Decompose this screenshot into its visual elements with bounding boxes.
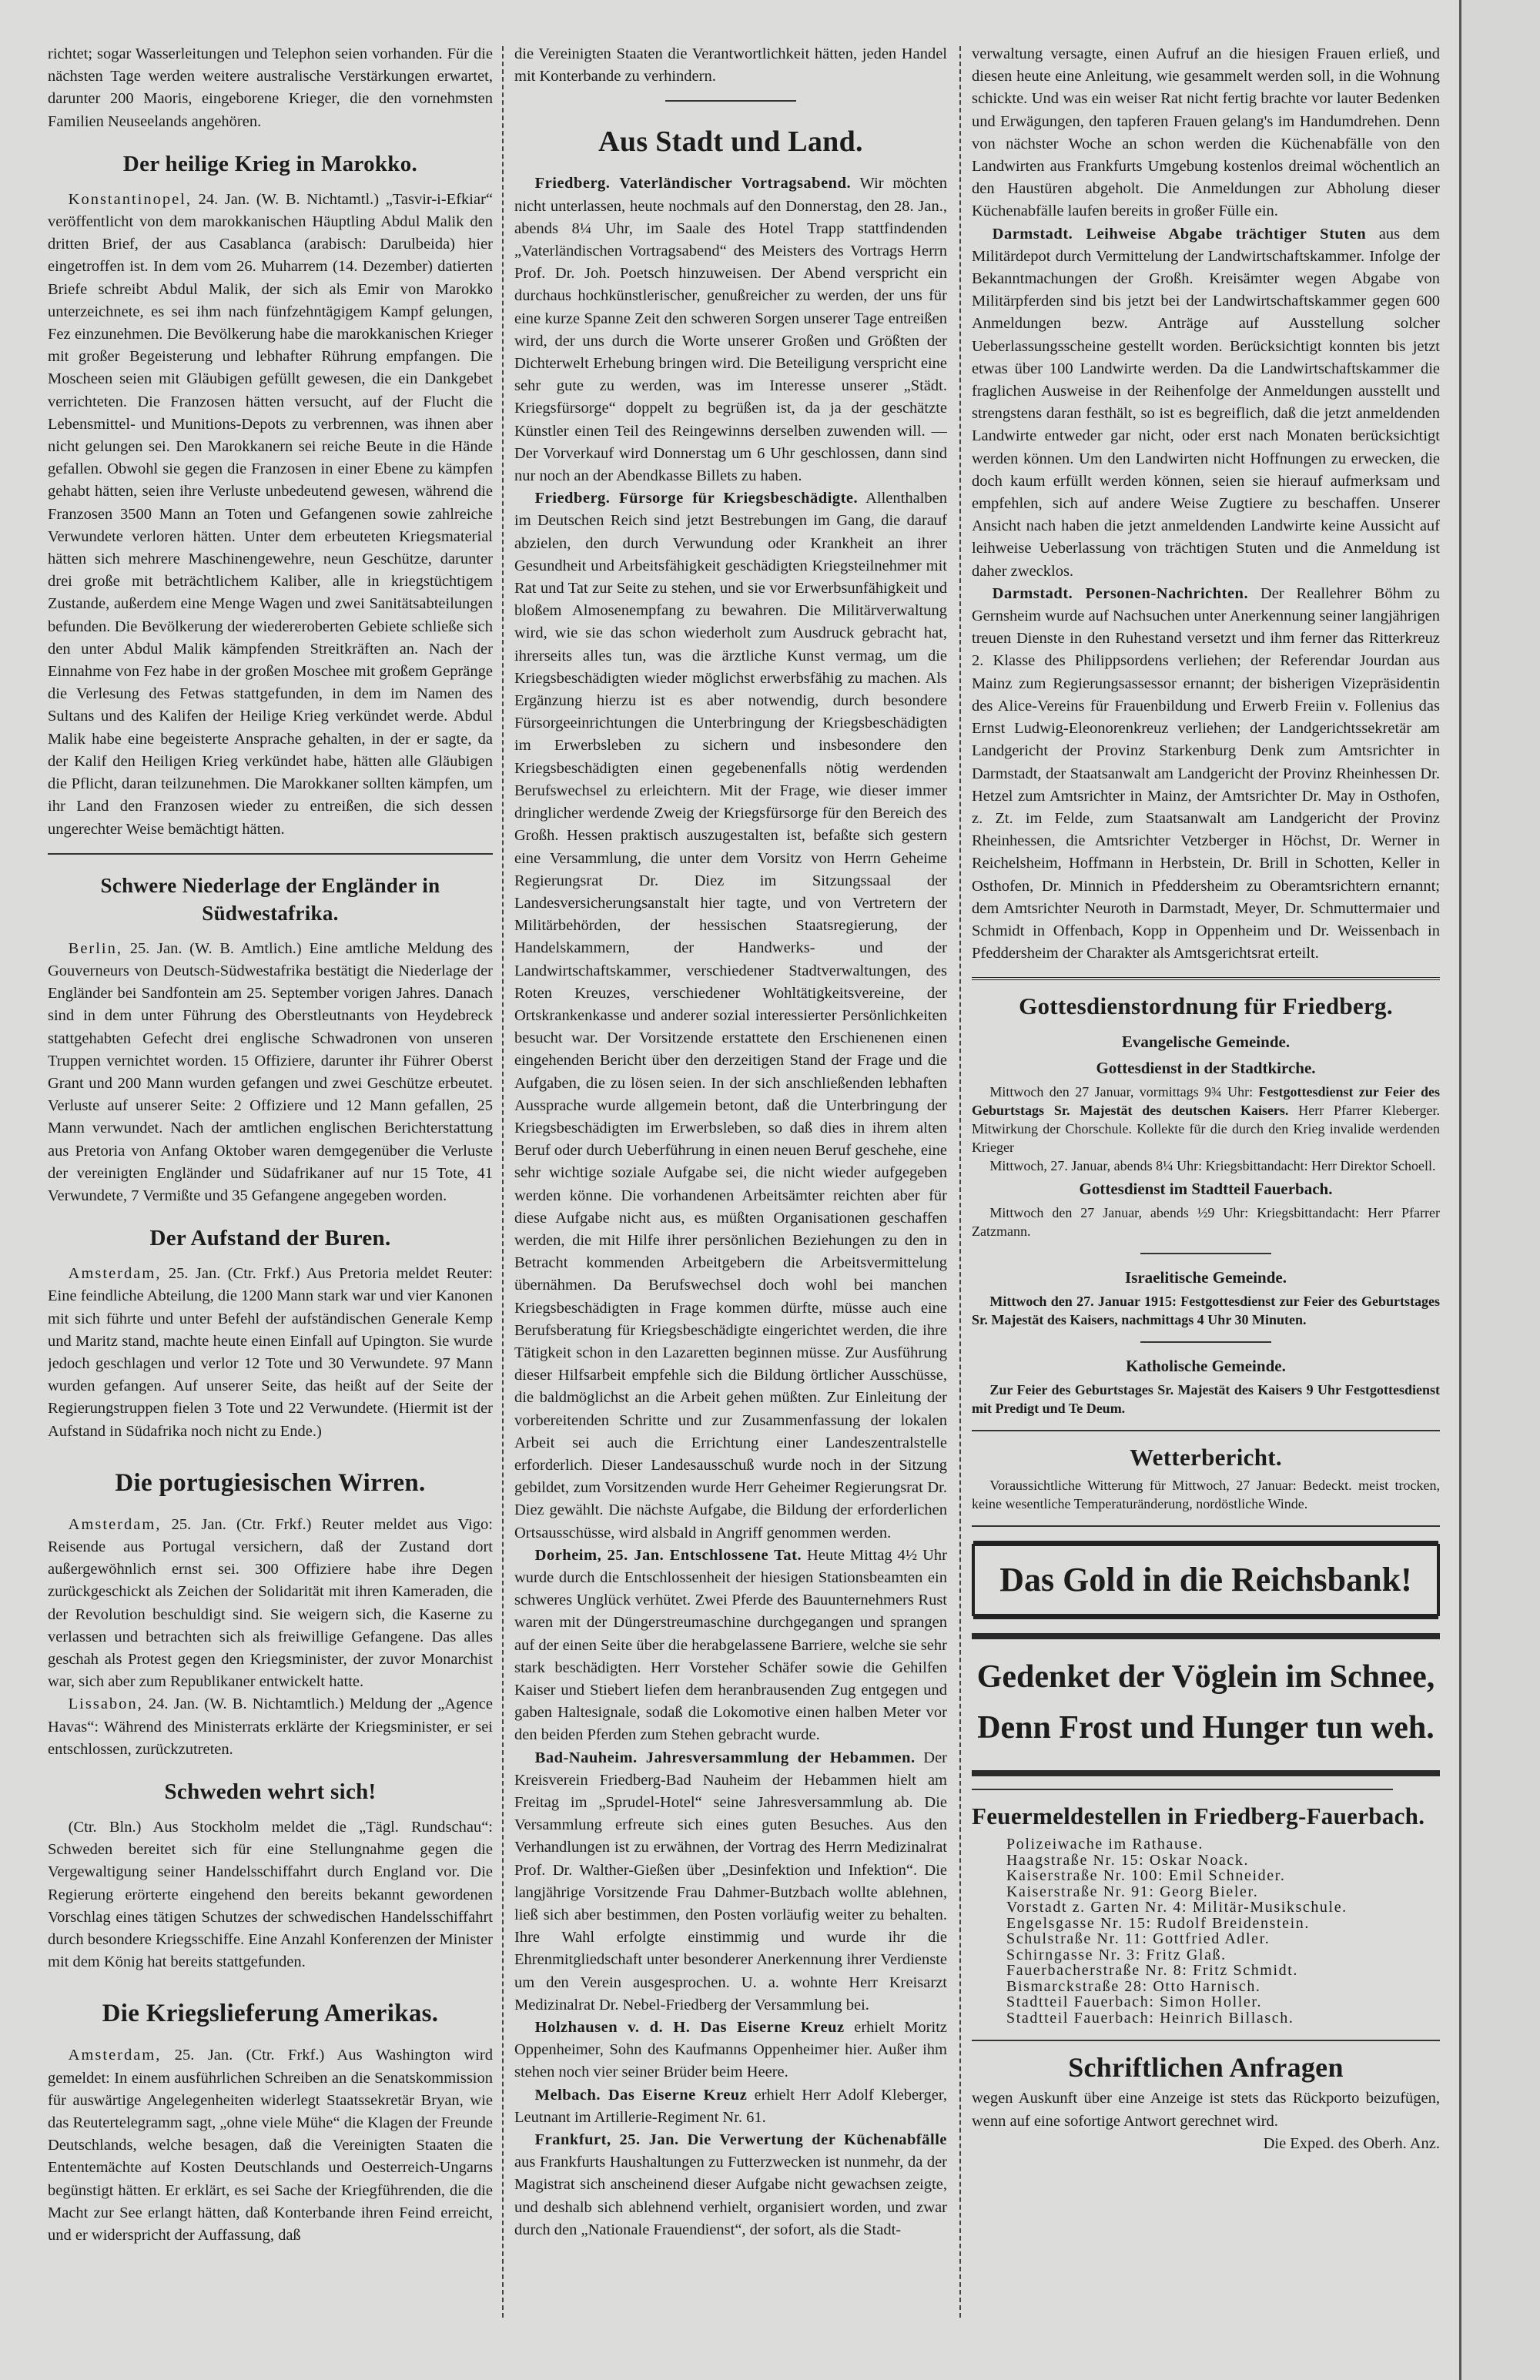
fire-alarm-entry: Polizeiwache im Rathause. bbox=[1006, 1836, 1204, 1853]
fire-alarm-entry: Schulstraße Nr. 11: Gottfried Adler. bbox=[1006, 1930, 1270, 1948]
column-divider bbox=[502, 46, 504, 2318]
article-text: 24. Jan. (W. B. Nichtamtl.) „Tasvir-i-Efkiar“ veröffentlicht von dem marokkanischen Häuptling Abdul Malik den dritten Brief, der aus Casablanca (arabisch: Darulbeida) hier eingetroffen ist. In dem vom 26. Muharrem (14. Dezember) datierten Briefe schreibt Abdul Malik, der sich als Emir von Marokko unterzeichnete, es sei ihm nach fünfzehntägigem Kampf gelungen, Fez einzunehmen. Die Bevölkerung habe die marokkanischen Krieger mit großer Begeisterung und lebhafter Rührung empfangen. Die Moscheen seien mit Gläubigen gefüllt gewesen, die ein Dankgebet verrichteten. Die Franzosen hätten versucht, auf der Flucht die Lebensmittel- und Munitions-Depots zu verbrennen, was ihnen aber nicht gelungen sei. Den Marokkanern sei reiche Beute in die Hände gefallen. Obwohl sie gegen die Franzosen in einer Ebene zu kämpfen gehabt hätten, seien ihre Verluste unbedeutend gewesen, während die Franzosen 3500 Mann an Toten und Gefangenen sowie zahlreiche Verwundete verloren hätten. Unter dem erbeuteten Kriegsmaterial hätten sich mehrere Maschinengewehre, neun Geschütze, darunter drei große mit beträchtlichem Kaliber, alle in kriegstüchtigem Zustande, außerdem eine Menge Wagen und zwei Sanitätsabteilungen befunden. Die Bevölkerung der wiedereroberten Gebiete schließe sich den unter Abdul Malik kämpfenden Streitkräften an. Nach der Einnahme von Fez habe in der großen Moschee mit großem Gepränge die Verlesung des Fetwas stattgefunden, in dem im Namen des Sultans und des Kalifen der Heilige Krieg verkündet werde. Abdul Malik habe eine begeisterte Ansprache gehalten, in der er sagte, da der Kalif den Heiligen Krieg verkündet habe, hätten alle Gläubigen die Pflicht, daran teilzunehmen. Die Marokkaner sollten kämpfen, um ihr Land den Franzosen wieder zu entreißen, die sich dessen ungerechter Weise bemächtigt hätten. bbox=[48, 190, 493, 838]
article-marokko bbox=[48, 189, 493, 841]
article-continuation: richtet; sogar Wasserleitungen und Telephon seien vorhanden. Für die nächsten Tage werden weitere australische Verstärkungen erwartet, darunter 200 Maoris, eingeborene Krieger, die den vornehmsten Familien Neuseelands angehören. bbox=[48, 45, 493, 130]
news-text: erhielt Herr Adolf Kleberger, Leutnant im Artillerie-Regiment Nr. 61. bbox=[514, 2086, 947, 2126]
divider bbox=[972, 1633, 1440, 1639]
divider bbox=[972, 1789, 1393, 1790]
news-item bbox=[514, 487, 947, 1545]
headline-marokko: Der heilige Krieg in Marokko. bbox=[122, 151, 418, 176]
service-text: Mittwoch, 27. Januar, abends 8¼ Uhr: Kriegsbittandacht: Herr Direktor Schoell. bbox=[989, 1157, 1436, 1173]
divider bbox=[972, 1525, 1440, 1527]
column-3 bbox=[972, 43, 1440, 2322]
news-text: Heute Mittag 4½ Uhr wurde durch die Entschlossenheit der hiesigen Stationsbeamten ein schweres Unglück verhütet. Zwei Pferde des Bauunternehmers Rust waren mit der Düngerstreumaschine durchgegangen und sprangen auf der einen Seite über die herabgelassene Barriere, welche sie sehr stark beschädigten. Herr Vorsteher Schäfer sowie die Gehilfen Kaiser und Stiebert liefen dem heranbrausenden Zug entgegen und gaben Haltesignale, sodaß die Lokomotive einen halben Meter vor den beiden Pferden zum Stehen gebracht wurde. bbox=[514, 1546, 947, 1744]
news-item bbox=[514, 2129, 947, 2241]
column-2 bbox=[514, 43, 947, 2322]
section-title-stadt-und-land: Aus Stadt und Land. bbox=[598, 126, 863, 159]
headline-buren: Der Aufstand der Buren. bbox=[149, 1226, 391, 1251]
news-item bbox=[514, 1545, 947, 1747]
fire-alarm-entry: Kaiserstraße Nr. 100: Emil Schneider. bbox=[1006, 1867, 1286, 1885]
birds-in-snow-ad bbox=[972, 1652, 1440, 1753]
news-text: erhielt Moritz Oppenheimer, Sohn des Kaufmanns Oppenheimer hier. Außer ihm stehen noch vier seiner Brüder beim Heere. bbox=[514, 2019, 947, 2081]
headline-amerika: Die Kriegslieferung Amerikas. bbox=[102, 2000, 439, 2028]
service-occasion: Festgottesdienst zur Feier des Geburtstags Sr. Majestät des deutschen Kaisers. bbox=[972, 1083, 1440, 1118]
divider bbox=[972, 1770, 1440, 1776]
article-portugal bbox=[48, 1514, 493, 1694]
news-item bbox=[972, 223, 1440, 583]
fire-alarm-entry: Schirngasse Nr. 3: Fritz Glaß. bbox=[1006, 1946, 1227, 1963]
divider bbox=[972, 2040, 1440, 2041]
inquiries-title: Schriftlichen Anfragen bbox=[1068, 2052, 1344, 2084]
article-suedwestafrika bbox=[48, 938, 493, 1207]
dateline: Amsterdam, bbox=[68, 2047, 162, 2064]
news-item bbox=[514, 1747, 947, 2017]
news-text: Wir möchten nicht unterlassen, heute nochmals auf den Donnerstag, den 28. Jan., abends 8¼ Uhr, im Saale des Hotel Trapp stattfindenden „Vaterländischen Vortragsabend“ des Meisters des Vortrags Herrn Prof. Dr. Joh. Poetsch hinzuweisen. Der Abend verspricht ein durchaus hochkünstlerischer, genußreicher zu werden, der uns für eine kurze Spanne Zeit den schweren Sorgen unserer Tage entreißen wird, der uns durch die Worte unserer Großen und Größten der Dichterwelt Erhebung bringen wird. Die Beteiligung verspricht eine sehr gute zu werden, was im Interesse unserer „Städt. Kriegsfürsorge“ doppelt zu begrüßen ist, da ja der geschätzte Künstler einen Teil des Reingewinns derselben zuwenden will. — Der Vorverkauf wird Donnerstag um 6 Uhr geschlossen, dann sind nur noch an der Abendkasse Billets zu haben. bbox=[514, 175, 947, 485]
news-item bbox=[514, 172, 947, 487]
service-stadtkirche: Gottesdienst in der Stadtkirche. bbox=[1096, 1058, 1316, 1077]
headline-schweden: Schweden wehrt sich! bbox=[164, 1779, 377, 1804]
fire-alarm-entry: Fauerbacherstraße Nr. 8: Fritz Schmidt. bbox=[1006, 1962, 1298, 1980]
news-lead: Darmstadt. Leihweise Abgabe trächtiger Stuten bbox=[992, 225, 1367, 243]
weather-forecast: Voraussichtliche Witterung für Mittwoch, 27 Januar: Bedeckt. meist trocken, keine wesentliche Temperaturänderung, nordöstliche Winde. bbox=[972, 1478, 1440, 1512]
service-text: Zur Feier des Geburtstages Sr. Majestät des Kaisers 9 Uhr Festgottesdienst mit Predigt und Te Deum. bbox=[972, 1382, 1440, 1417]
service-details: Herr Pfarrer Kleberger. Mitwirkung der Chorschule. Kollekte für die durch den Krieg invalide werdenden Krieger bbox=[972, 1102, 1440, 1155]
news-item bbox=[514, 2017, 947, 2084]
ad-line: Gedenket der Vöglein im Schnee, bbox=[976, 1659, 1435, 1695]
church-service-notice bbox=[972, 993, 1440, 1418]
news-lead: Darmstadt. Personen-Nachrichten. bbox=[992, 584, 1249, 602]
dateline: Amsterdam, bbox=[68, 1265, 162, 1283]
service-time: Mittwoch den 27 Januar, vormittags 9¾ Uhr: bbox=[989, 1083, 1259, 1100]
article-buren bbox=[48, 1263, 493, 1443]
article-continuation: die Vereinigten Staaten die Verantwortlichkeit hätten, jeden Handel mit Konterbande zu verhindern. bbox=[514, 45, 947, 85]
article-text: 24. Jan. (W. B. Nichtamtlich.) Meldung der „Agence Havas“: Während des Ministerrats erklärte der Kriegsminister, er sei entschlossen, zurückzutreten. bbox=[48, 1695, 493, 1758]
inquiries-signature: Die Exped. des Oberh. Anz. bbox=[1263, 2134, 1440, 2152]
fire-alarm-entry: Vorstadt z. Garten Nr. 4: Militär-Musikschule. bbox=[1006, 1899, 1348, 1916]
dateline: Amsterdam, bbox=[68, 1515, 162, 1533]
fire-alarm-title: Feuermeldestellen in Friedberg-Fauerbach. bbox=[972, 1803, 1425, 1830]
fire-alarm-entry: Haagstraße Nr. 15: Oskar Noack. bbox=[1006, 1851, 1250, 1869]
article-schweden: (Ctr. Bln.) Aus Stockholm meldet die „Tägl. Rundschau“: Schweden bereitet sich für eine Stellungnahme gegen die Vergewaltigung seiner Handelsschiffahrt durch England vor. Die Regierung erörterte eingehend den bereits bekannt gewordenen Vorschlag eines tätigen Schutzes der schwedischen Handelsschiffahrt durch besondere Kriegsschiffe. Eine Anzahl Konferenzen der Minister mit dem König hat bereits stattgefunden. bbox=[48, 1819, 493, 1971]
news-lead: Bad-Nauheim. Jahresversammlung der Hebammen. bbox=[534, 1749, 916, 1766]
church-service-title: Gottesdienstordnung für Friedberg. bbox=[1019, 993, 1393, 1020]
news-item bbox=[514, 2084, 947, 2129]
congregation-catholic: Katholische Gemeinde. bbox=[1126, 1357, 1286, 1376]
divider bbox=[48, 853, 493, 855]
headline-portugal: Die portugiesischen Wirren. bbox=[115, 1468, 426, 1497]
congregation-evangelical: Evangelische Gemeinde. bbox=[1121, 1033, 1291, 1052]
divider bbox=[1140, 1253, 1271, 1254]
article-continuation: verwaltung versagte, einen Aufruf an die hiesigen Frauen erließ, und diesen heute eine Anleitung, wie gesammelt werden soll, in die Wohnung schickte. Und was ein weiser Rat nicht fertig brachte vor lauter Bedenken und Erwägungen, den tapferen Frauen gelang's im Handumdrehen. Denn von nächster Woche an schon werden die Küchenabfälle von den Landwirten aus Frankfurts Umgebung kostenlos dreimal wöchentlich an den Haustüren abgeholt. Die Anmeldungen zur Abholung dieser Küchenabfälle laufen bereits in großer Fülle ein. bbox=[972, 45, 1440, 220]
fire-alarm-entry: Stadtteil Fauerbach: Heinrich Billasch. bbox=[1006, 2009, 1294, 2027]
news-lead: Friedberg. Fürsorge für Kriegsbeschädigte. bbox=[534, 490, 859, 507]
article-amerika bbox=[48, 2044, 493, 2247]
service-text bbox=[972, 1083, 1440, 1157]
page-edge bbox=[1459, 0, 1461, 2380]
article-lissabon bbox=[48, 1693, 493, 1761]
article-text: 25. Jan. (Ctr. Frkf.) Aus Pretoria meldet Reuter: Eine feindliche Abteilung, die 1200 Mann stark war und vier Kanonen mit sich führte und unter Befehl der aufständischen Generale Kemp und Maritz stand, machte heute einen Einfall auf Upington. Sie wurde jedoch geschlagen und verlor 12 Tote und 30 Verwundete. 97 Mann wurden gefangen. Auf unserer Seite, das heißt auf der Seite der Regierungstruppen fielen 3 Tote und 22 Verwundete. (Hiermit ist der Aufstand in Südafrika noch nicht zu Ende.) bbox=[48, 1265, 493, 1440]
news-lead: Melbach. Das Eiserne Kreuz bbox=[534, 2086, 748, 2104]
fire-alarm-entry: Bismarckstraße 28: Otto Harnisch. bbox=[1006, 1977, 1261, 1995]
ad-line: Denn Frost und Hunger tun weh. bbox=[977, 1710, 1435, 1746]
article-text: 25. Jan. (Ctr. Frkf.) Aus Washington wird gemeldet: In einem ausführlichen Schreiben an die Senatskommission für auswärtige Angelegenheiten widerlegt Staatssekretär Bryan, wie das Reutertelegramm sagt, „ohne viele Mühe“ die Klagen der Freunde Deutschlands, welche besagen, daß die Vereinigten Staaten die Ententemächte auf Kosten Deutschlands und Oesterreich-Ungarns begünstigt hätten. Er erklärt, es sei Sache der Kriegführenden, die die Macht zur See erlangt hätten, daß Konterbande ihren Feind erreicht, und er widerspricht der Auffassung, daß bbox=[48, 2047, 493, 2244]
service-text: Mittwoch den 27 Januar, abends ½9 Uhr: Kriegsbittandacht: Herr Pfarrer Zatzmann. bbox=[972, 1204, 1440, 1239]
article-text: 25. Jan. (W. B. Amtlich.) Eine amtliche Meldung des Gouverneurs von Deutsch-Südwestafrika bestätigt die Niederlage der Engländer bei Sandfontein am 25. September vorigen Jahres. Danach sind in dem unter Führung des Oberstleutnants von Heydebreck stattgehabten Gefecht drei englische Schwadronen von unseren Truppen vernichtet worden. 15 Offiziere, darunter ihr Führer Oberst Grant und 200 Mann wurden gefangen und zwei Geschütze erbeutet. Verluste auf unserer Seite: 2 Offiziere und 12 Mann gefallen, 25 Mann verwundet. Nach der amtlichen englischen Berichterstattung aus Pretoria von Anfang Oktober waren demgegenüber die Verluste der vereinigten Engländer und Südafrikaner auf nur 15 Tote, 41 Verwundete, 7 Vermißte und 35 Gefangene angegeben worden. bbox=[48, 939, 493, 1204]
fire-alarm-entry: Stadtteil Fauerbach: Simon Holler. bbox=[1006, 1993, 1263, 2011]
fire-alarm-entry: Engelsgasse Nr. 15: Rudolf Breidenstein. bbox=[1006, 1914, 1310, 1932]
fire-alarm-entry: Kaiserstraße Nr. 91: Georg Bieler. bbox=[1006, 1883, 1259, 1900]
news-text: aus dem Militärdepot durch Vermittelung der Landwirtschaftskammer. Infolge der Bekanntmachungen der Großh. Kreisämter wegen Abgabe von Militärpferden sind bis jetzt bei der Landwirtschaftskammer gegen 600 Anmeldungen bezw. Anträge auf Ausstellung solcher Ueberlassungsscheine gestellt worden. Berücksichtigt konnten bis jetzt etwas über 100 Landwirte werden. Da die Landwirtschaftskammer die fraglichen Ausweise in der Reihenfolge der Anmeldungen ausstellt und strengstens daran festhält, so ist es begreiflich, daß die jetzt anmeldenden Landwirte entweder gar nicht, oder erst nach Monaten berücksichtigt werden können. Um den Landwirten nicht Hoffnungen zu erwecken, die doch kaum erfüllt werden können, seien sie hierauf aufmerksam und empfehlen, sich auf andere Weise Zugtiere zu beschaffen. Unserer Ansicht nach haben die jetzt anmeldenden Landwirte keine Aussicht auf leihweise Ueberlassung von trächtigen Stuten und die Anmeldung ist daher zwecklos. bbox=[972, 225, 1440, 580]
service-fauerbach: Gottesdienst im Stadtteil Fauerbach. bbox=[1079, 1179, 1333, 1198]
news-lead: Dorheim, 25. Jan. Entschlossene Tat. bbox=[534, 1546, 802, 1564]
news-text: Der Reallehrer Böhm zu Gernsheim wurde auf Nachsuchen unter Anerkennung seiner langjährigen treuen Dienste in den Ruhestand versetzt und ihm ferner das Ritterkreuz 2. Klasse des Philippsordens verliehen; der Referendar Jourdan aus Mainz zum Regierungsassessor ernannt; der bisherigen Vizepräsidentin des Alice-Vereins für Frauenbildung und Erwerb Freiin v. Follenius das Ernst Ludwig-Eleonorenkreuz verliehen; der Landgerichtssekretär am Landgericht der Provinz Starkenburg Denk zum Amtsrichter in Darmstadt, der Staatsanwalt am Landgericht der Provinz Rheinhessen Dr. Hetzel zum Amtsrichter in Mainz, der Amtsrichter Dr. May in Osthofen, z. Zt. im Felde, zum Staatsanwalt am Landgericht der Provinz Rheinhessen, die Amtsrichter Vetzberger in Höchst, Dr. Werner in Reichelsheim, Hoffmann in Herbstein, Dr. Brill in Schotten, Keller in Osthofen, Dr. Minnich in Pfeddersheim zu Oberamtsrichtern ernannt; dem Amtsrichter Neuroth in Darmstadt, Meyer, Dr. Schmuttermaier und Schmidt in Offenbach, Kopp in Oppenheim und Dr. Weissenbach in Pfeddersheim der Charakter als Amtsgerichtsrat erteilt. bbox=[972, 584, 1440, 962]
inquiries-text: wegen Auskunft über eine Anzeige ist stets das Rückporto beizufügen, wenn auf eine sofortige Antwort gerechnet wird. bbox=[972, 2090, 1440, 2130]
gold-reichsbank-ad: Das Gold in die Reichsbank! bbox=[972, 1544, 1440, 1616]
divider bbox=[665, 100, 796, 102]
dateline: Lissabon, bbox=[68, 1695, 143, 1713]
news-item bbox=[972, 583, 1440, 965]
dateline: Berlin, bbox=[68, 939, 123, 957]
column-1 bbox=[48, 43, 493, 2322]
headline-suedwestafrika: Schwere Niederlage der Engländer in Südwestafrika. bbox=[100, 873, 440, 925]
service-text: Mittwoch den 27. Januar 1915: Festgottesdienst zur Feier des Geburtstages Sr. Majestät des Kaisers, nachmittags 4 Uhr 30 Minuten. bbox=[972, 1294, 1440, 1328]
divider bbox=[1140, 1341, 1271, 1343]
divider bbox=[972, 1430, 1440, 1431]
news-text: Allenthalben im Deutschen Reich sind jetzt Bestrebungen im Gang, die darauf abzielen, den durch Verwundung oder Krankheit an ihrer Gesundheit und Arbeitsfähigkeit geschädigten Kriegsteilnehmer mit Rat und Tat zur Seite zu stehen, und sie vor Erwerbsunfähigkeit und bloßem Almosenempfang zu bewahren. Die Militärverwaltung wird, wie sie das schon wiederholt zum Ausdruck gebracht hat, ihrerseits alles tun, was die ärztliche Kunst vermag, um die Kriegsbeschädigten wieder möglichst erwerbsfähig zu machen. Als Ergänzung hierzu ist es aber notwendig, durch besondere Fürsorgeeinrichtungen die Unterbringung der Kriegsbeschädigten im Erwerbsleben zu sichern und insbesondere den Kriegsbeschädigten einen gegebenenfalls nötig werdenden Berufswechsel zu erleichtern. Mit der Frage, wie dieser immer dringlicher werdende Zweig der Kriegsfürsorge für den Bereich des Großh. Hessen praktisch auszugestalten ist, befaßte sich gestern eine Versammlung, die unter dem Vorsitz von Herrn Geheime Regierungsrat Dr. Diez im Sitzungssaal der Landesversicherungsanstalt hier tagte, und von Vertretern der Militärbehörden, der hessischen Staatsregierung, der Handelskammern, der Handwerks- und der Landwirtschaftskammer, verschiedener Stadtverwaltungen, des Roten Kreuzes, verschiedener Wohltätigkeitsvereine, der Ortskrankenkasse und anderer sozial interessierter Persönlichkeiten besucht war. Der Vorsitzende erstattete den Erschienenen einen eingehenden Bericht über den derzeitigen Stand der Frage und die Aufgaben, die zu lösen seien. In der sich anschließenden lebhaften Aussprache wurde allgemein betont, daß die Unterbringung der Kriegsbeschädigten im Erwerbsleben, so daß dies in ihrem alten Beruf oder durch Ueberführung in einen neuen Beruf geschehe, eine sehr wichtige soziale Aufgabe sei, die nicht wieder aufgegeben werden könne. Die vorhandenen Arbeitsämter reichten aber für diese Aufgabe nicht aus, es müßten Organisationen geschaffen werden, die mit Hilfe ihrer persönlichen Beziehungen zu den in Betracht kommenden Arbeitgebern die Arbeitsvermittelung übernähmen. Da Berufswechsel doch wohl bei manchen Kriegsbeschädigten in Frage kommen dürfte, müsse auch eine Berufsberatung für Kriegsbeschädigte eingerichtet werden, die ihre Tätigkeit schon in den Lazaretten beginnen müsse. Zur Ausführung dieser Hilfsarbeit empfehle sich die Bildung örtlicher Ausschüsse, die baldmöglichst an die Arbeit gehen müßten. Zur Einleitung der vorbereitenden Schritte und zur Zusammenfassung der lokalen Arbeit sei auch die Errichtung einer Landeszentralstelle erforderlich. Dieser Landesausschuß wurde noch in der Sitzung gebildet, zum Vorsitzenden wurde Herr Geheimer Regierungsrat Dr. Diez gewählt. Die nächste Aufgabe, die Bildung der erforderlichen Ortsausschüsse, wird alsbald in Angriff genommen werden. bbox=[514, 490, 947, 1541]
article-text: 25. Jan. (Ctr. Frkf.) Reuter meldet aus Vigo: Reisende aus Portugal versichern, daß der Zustand dort außergewöhnlich ernst sei. 300 Offiziere habe ihre Degen zurückgeschickt als Zeichen der Solidarität mit ihren Kameraden, die der Revolution beschuldigt sind. Sie weigern sich, die Kaserne zu verlassen und betrachten sich als freiwillige Gefangene. Das alles geschah als Protest gegen den Kriegsminister, der zuvor Monarchist war, sich aber zum Republikaner entwickelt hatte. bbox=[48, 1515, 493, 1691]
news-lead: Friedberg. Vaterländischer Vortragsabend. bbox=[534, 175, 852, 192]
fire-alarm-list bbox=[972, 1836, 1440, 2026]
news-lead: Frankfurt, 25. Jan. Die Verwertung der Küchenabfälle bbox=[534, 2131, 947, 2149]
divider bbox=[972, 977, 1440, 980]
news-lead: Holzhausen v. d. H. Das Eiserne Kreuz bbox=[534, 2019, 845, 2037]
dateline: Konstantinopel, bbox=[68, 190, 192, 208]
news-text: Der Kreisverein Friedberg-Bad Nauheim der Hebammen hielt am Freitag im „Sprudel-Hotel“ seine Jahresversammlung ab. Die Versammlung erfreute sich eines guten Besuches. Aus den Verhandlungen ist zu erwähnen, der Vortrag des Herrn Medizinalrat Prof. Dr. Walther-Gießen über „Desinfektion und Infektion“. Die langjährige Vorsitzende Frau Dahmer-Butzbach wollte ablehnen, ließ sich aber bestimmen, den Posten vorläufig weiter zu behalten. Ihre Wahl erfolgte einstimmig und wurde ihr die Ehrenmitgliedschaft unter besonderer Anerkennung ihrer Verdienste um den Verein ausgesprochen. U. a. wohnte Herr Kreisarzt Medizinalrat Dr. Nebel-Friedberg der Versammlung bei. bbox=[514, 1749, 947, 2013]
column-divider bbox=[959, 46, 961, 2318]
congregation-israelite: Israelitische Gemeinde. bbox=[1125, 1267, 1287, 1287]
weather-title: Wetterbericht. bbox=[1130, 1444, 1282, 1471]
news-text: aus Frankfurts Haushaltungen zu Futterzwecken ist nunmehr, da der Magistrat sich anscheinend dieser Aufgabe nicht gewachsen zeigte, und deshalb sich ablehnend verhielt, organisiert worden, und zwar durch den „Nationale Frauendienst“, der sofort, als die Stadt- bbox=[514, 2154, 947, 2238]
